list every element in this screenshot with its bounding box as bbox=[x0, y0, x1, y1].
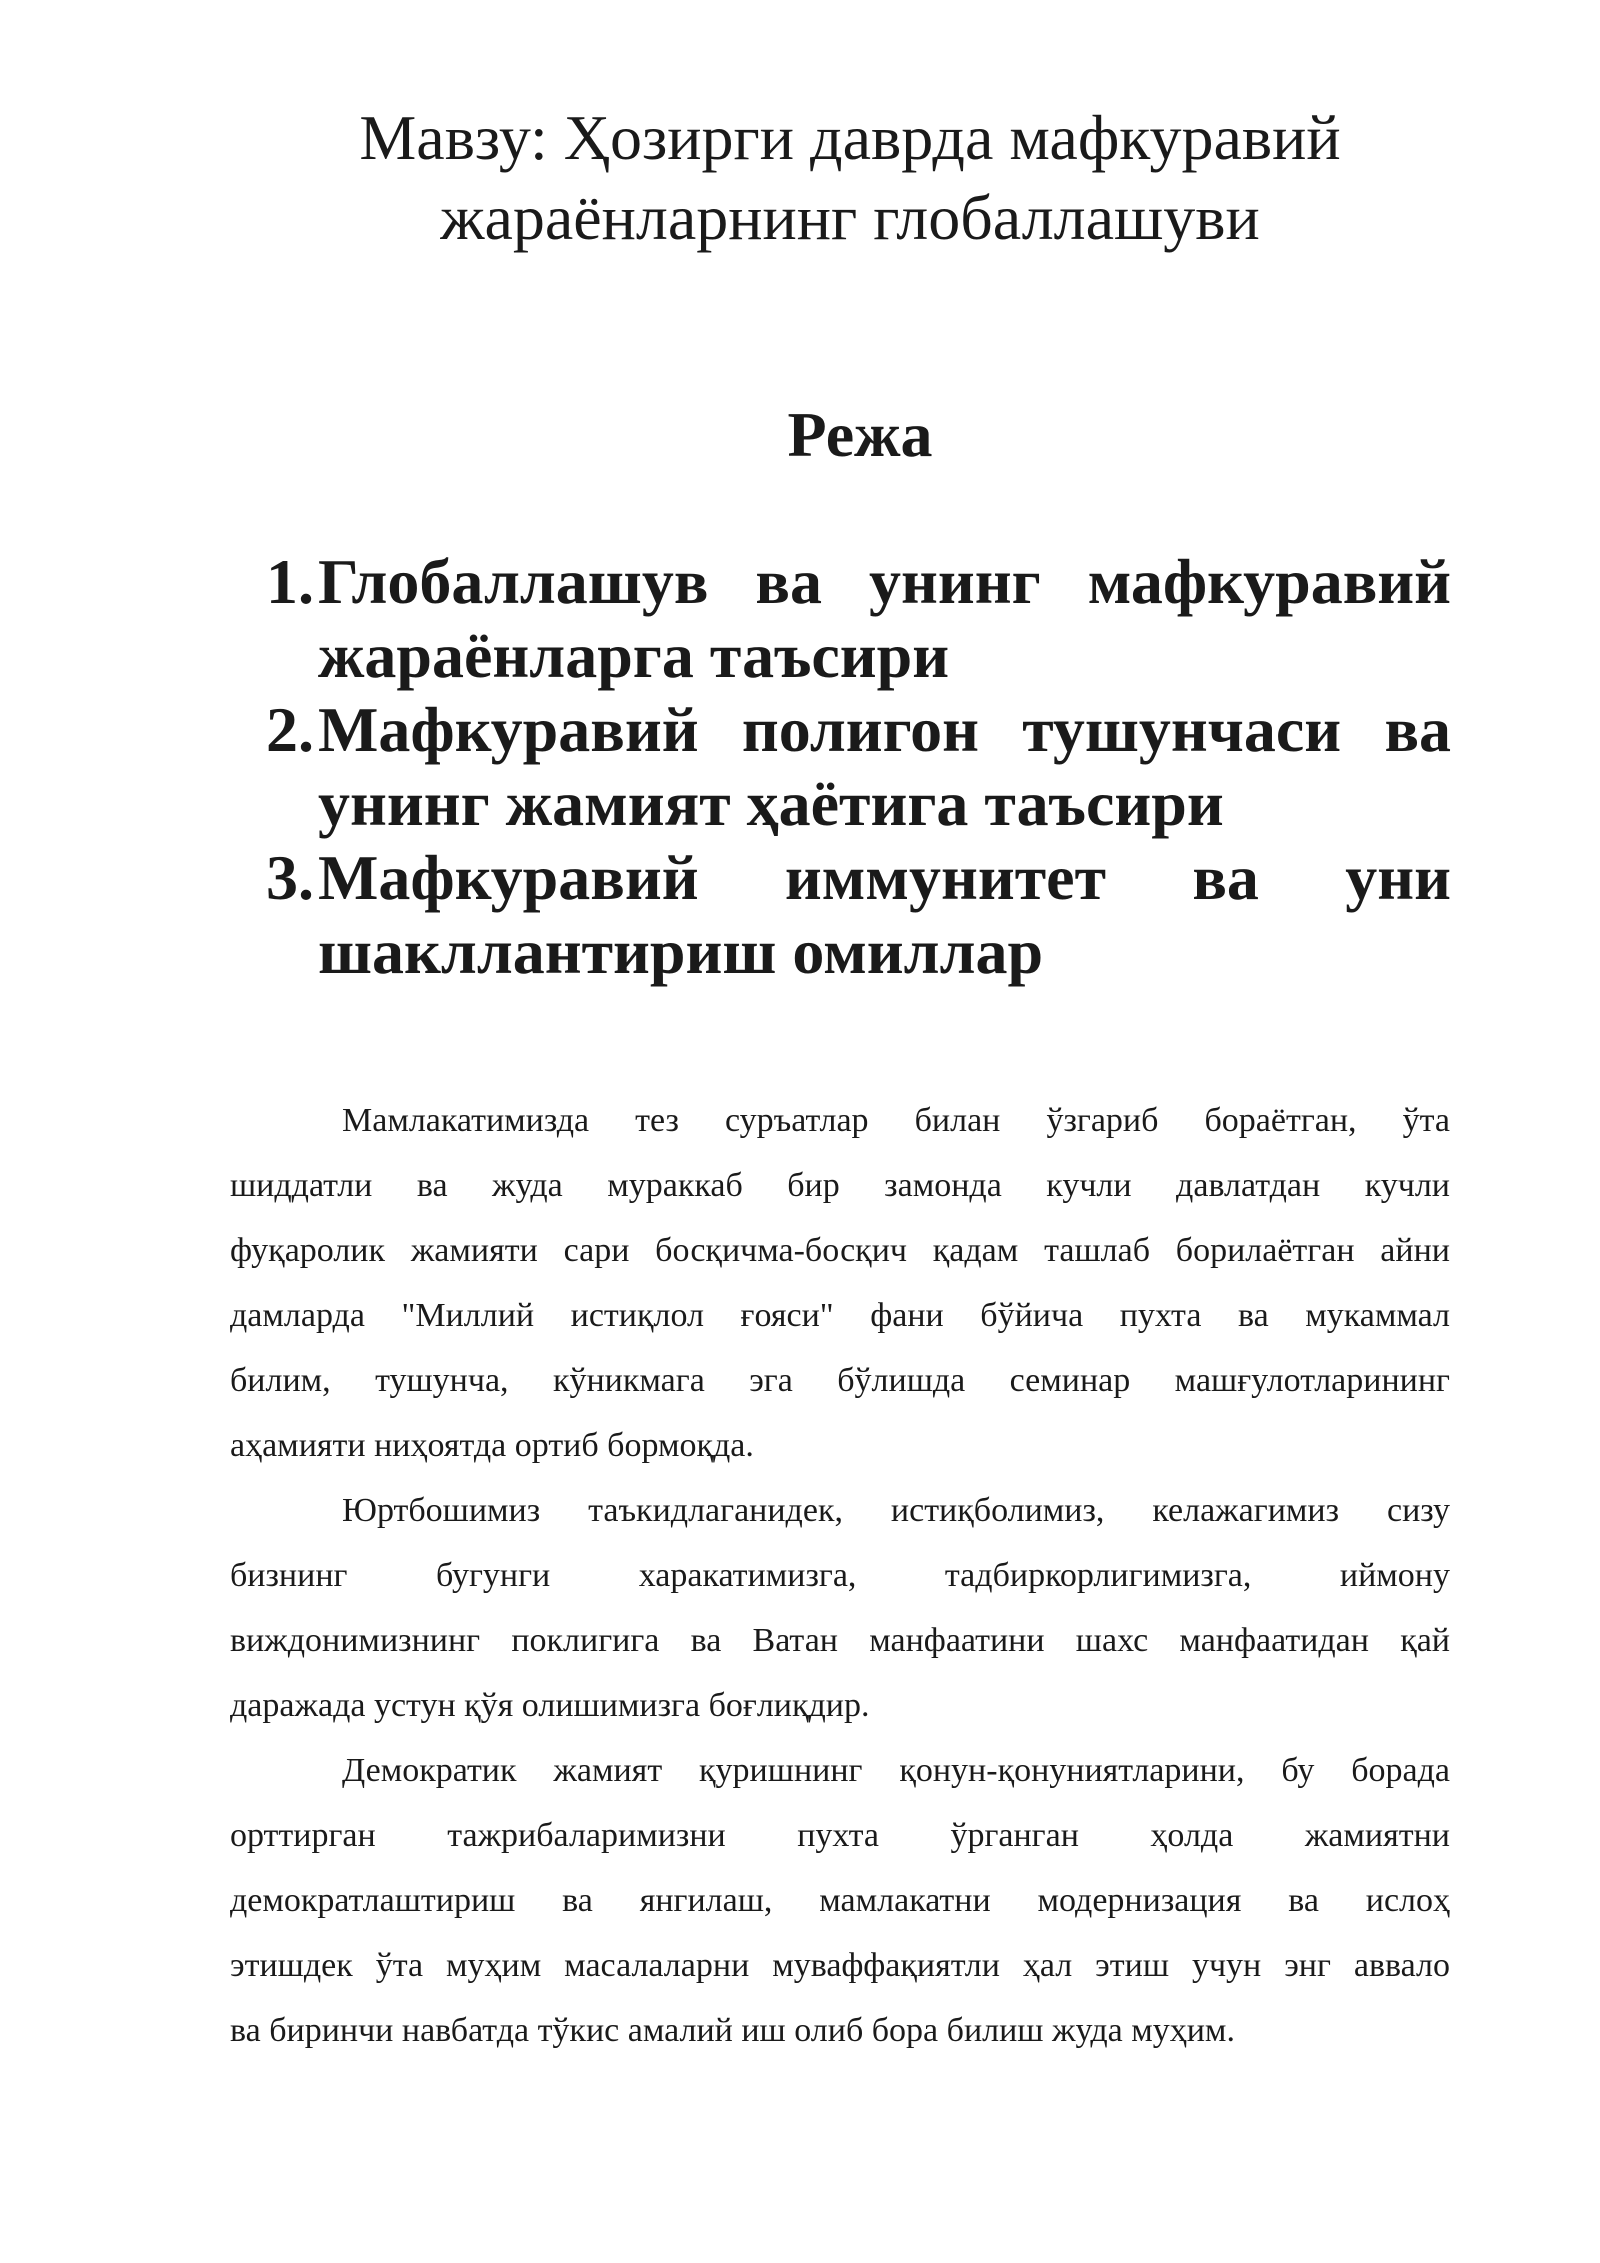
plan-item-line: Мафкуравий иммунитет ва уни bbox=[318, 842, 1451, 913]
body-text bbox=[230, 1088, 1450, 2063]
paragraph-line: аҳамияти ниҳоятда ортиб бормоқда. bbox=[230, 1427, 754, 1464]
plan-item-number: 2. bbox=[266, 694, 314, 765]
paragraph-1 bbox=[230, 1088, 1450, 1478]
plan-item-3 bbox=[266, 841, 1451, 989]
paragraph-2 bbox=[230, 1478, 1450, 1738]
paragraph-line: билим, тушунча, кўникмага эга бўлишда семинар машғулотларининг bbox=[230, 1362, 1450, 1399]
paragraph-line: этишдек ўта муҳим масалаларни муваффақиятли ҳал этиш учун энг аввало bbox=[230, 1947, 1450, 1984]
paragraph-line: бизнинг бугунги харакатимизга, тадбиркорлигимизга, иймону bbox=[230, 1557, 1450, 1594]
plan-list bbox=[266, 545, 1451, 989]
paragraph-line: ва биринчи навбатда тўкис амалий иш олиб бора билиш жуда муҳим. bbox=[230, 2012, 1235, 2049]
title-line-1: Мавзу: Ҳозирги даврда мафкуравий bbox=[359, 102, 1341, 173]
paragraph-line: Юртбошимиз таъкидлаганидек, истиқболимиз, келажагимиз сизу bbox=[342, 1492, 1450, 1529]
plan-item-2 bbox=[266, 693, 1451, 841]
paragraph-3 bbox=[230, 1738, 1450, 2063]
plan-item-1 bbox=[266, 545, 1451, 693]
paragraph-line: демократлаштириш ва янгилаш, мамлакатни модернизация ва ислоҳ bbox=[230, 1882, 1450, 1919]
plan-item-line: Мафкуравий полигон тушунчаси ва bbox=[318, 694, 1451, 765]
title-line-2: жараёнларнинг глобаллашуви bbox=[440, 182, 1260, 253]
plan-heading: Режа bbox=[787, 399, 933, 470]
plan-item-line: шакллантириш омиллар bbox=[318, 916, 1044, 987]
paragraph-line: дамларда "Миллий истиқлол ғояси" фани бўйича пухта ва мукаммал bbox=[230, 1297, 1450, 1334]
paragraph-line: Демократик жамият қуришнинг қонун-қонуниятларини, бу борада bbox=[342, 1752, 1450, 1789]
paragraph-line: даражада устун қўя олишимизга боғлиқдир. bbox=[230, 1687, 870, 1724]
paragraph-line: шиддатли ва жуда мураккаб бир замонда кучли давлатдан кучли bbox=[230, 1167, 1450, 1204]
plan-item-line: унинг жамият ҳаётига таъсири bbox=[318, 768, 1224, 839]
plan-item-number: 1. bbox=[266, 546, 314, 617]
paragraph-line: Мамлакатимизда тез суръатлар билан ўзгариб бораётган, ўта bbox=[342, 1102, 1450, 1139]
paragraph-line: орттирган тажрибаларимизни пухта ўрганган ҳолда жамиятни bbox=[230, 1817, 1450, 1854]
plan-item-line: Глобаллашув ва унинг мафкуравий bbox=[318, 546, 1451, 617]
plan-item-line: жараёнларга таъсири bbox=[318, 620, 950, 691]
plan-item-number: 3. bbox=[266, 842, 314, 913]
paragraph-line: виждонимизнинг поклигига ва Ватан манфаатини шахс манфаатидан қай bbox=[230, 1622, 1450, 1659]
document-title bbox=[300, 98, 1400, 258]
paragraph-line: фуқаролик жамияти сари босқичма-босқич қадам ташлаб борилаётган айни bbox=[230, 1232, 1450, 1269]
